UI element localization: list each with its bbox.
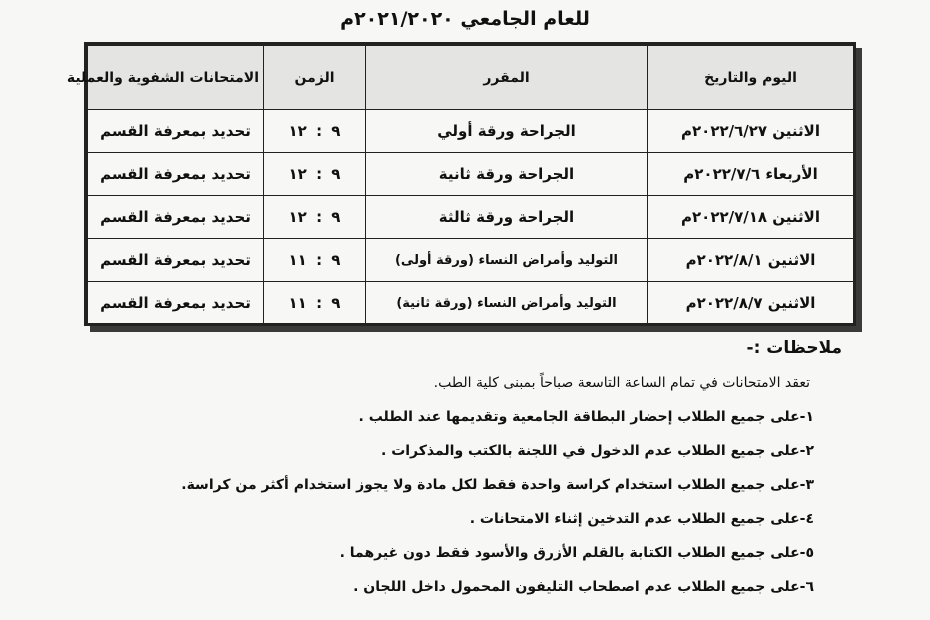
table-header-row: [88, 46, 854, 110]
table-row: [88, 196, 854, 239]
cell-exam: تحديد بمعرفة القسم: [88, 153, 264, 196]
table-row: [88, 282, 854, 325]
cell-time: ٩ : ١٢: [264, 110, 366, 153]
cell-course: الجراحة ورقة أولي: [366, 110, 648, 153]
header-course: المقرر: [366, 46, 648, 110]
cell-time: ٩ : ١٢: [264, 196, 366, 239]
note-item: ٢-على جميع الطلاب عدم الدخول في اللجنة بالكتب والمذكرات .: [381, 443, 814, 459]
cell-course: الجراحة ورقة ثانية: [366, 153, 648, 196]
cell-date: الاثنين ٢٠٢٢/٨/٧م: [648, 282, 854, 325]
cell-exam: تحديد بمعرفة القسم: [88, 239, 264, 282]
cell-exam: تحديد بمعرفة القسم: [88, 110, 264, 153]
cell-exam: تحديد بمعرفة القسم: [88, 282, 264, 325]
cell-date: الاثنين ٢٠٢٢/٦/٢٧م: [648, 110, 854, 153]
note-item: ١-على جميع الطلاب إحضار البطاقة الجامعية وتقديمها عند الطلب .: [358, 409, 814, 425]
cell-course: التوليد وأمراض النساء (ورقة ثانية): [366, 282, 648, 325]
cell-exam: تحديد بمعرفة القسم: [88, 196, 264, 239]
note-item: ٤-على جميع الطلاب عدم التدخين إثناء الامتحانات .: [469, 511, 814, 527]
exam-schedule-table: [66, 45, 854, 325]
cell-date: الاثنين ٢٠٢٢/٨/١م: [648, 239, 854, 282]
header-date: اليوم والتاريخ: [648, 46, 854, 110]
cell-course: الجراحة ورقة ثالثة: [366, 196, 648, 239]
note-item: ٣-على جميع الطلاب استخدام كراسة واحدة فقط لكل مادة ولا يجوز استخدام أكثر من كراسة.: [181, 477, 814, 493]
note-item: ٥-على جميع الطلاب الكتابة بالقلم الأزرق والأسود فقط دون غيرهما .: [339, 545, 814, 561]
header-time: الزمن: [264, 46, 366, 110]
table-row: [88, 110, 854, 153]
table-row: [88, 239, 854, 282]
cell-date: الأربعاء ٢٠٢٢/٧/٦م: [648, 153, 854, 196]
notes-heading: ملاحظات :-: [746, 338, 842, 358]
notes-list: [54, 368, 814, 606]
document-title: للعام الجامعي ٢٠٢١/٢٠٢٠م: [340, 8, 590, 30]
table-row: [88, 153, 854, 196]
cell-date: الاثنين ٢٠٢٢/٧/١٨م: [648, 196, 854, 239]
cell-time: ٩ : ١١: [264, 239, 366, 282]
cell-time: ٩ : ١١: [264, 282, 366, 325]
cell-course: التوليد وأمراض النساء (ورقة أولى): [366, 239, 648, 282]
note-item: ٦-على جميع الطلاب عدم اصطحاب التليفون المحمول داخل اللجان .: [353, 579, 814, 595]
exam-schedule-table-frame: [66, 42, 856, 326]
header-exam: الامتحانات الشفوية والعملية: [88, 46, 264, 110]
notes-intro: تعقد الامتحانات في تمام الساعة التاسعة صباحاً بمبنى كلية الطب.: [433, 375, 810, 391]
cell-time: ٩ : ١٢: [264, 153, 366, 196]
